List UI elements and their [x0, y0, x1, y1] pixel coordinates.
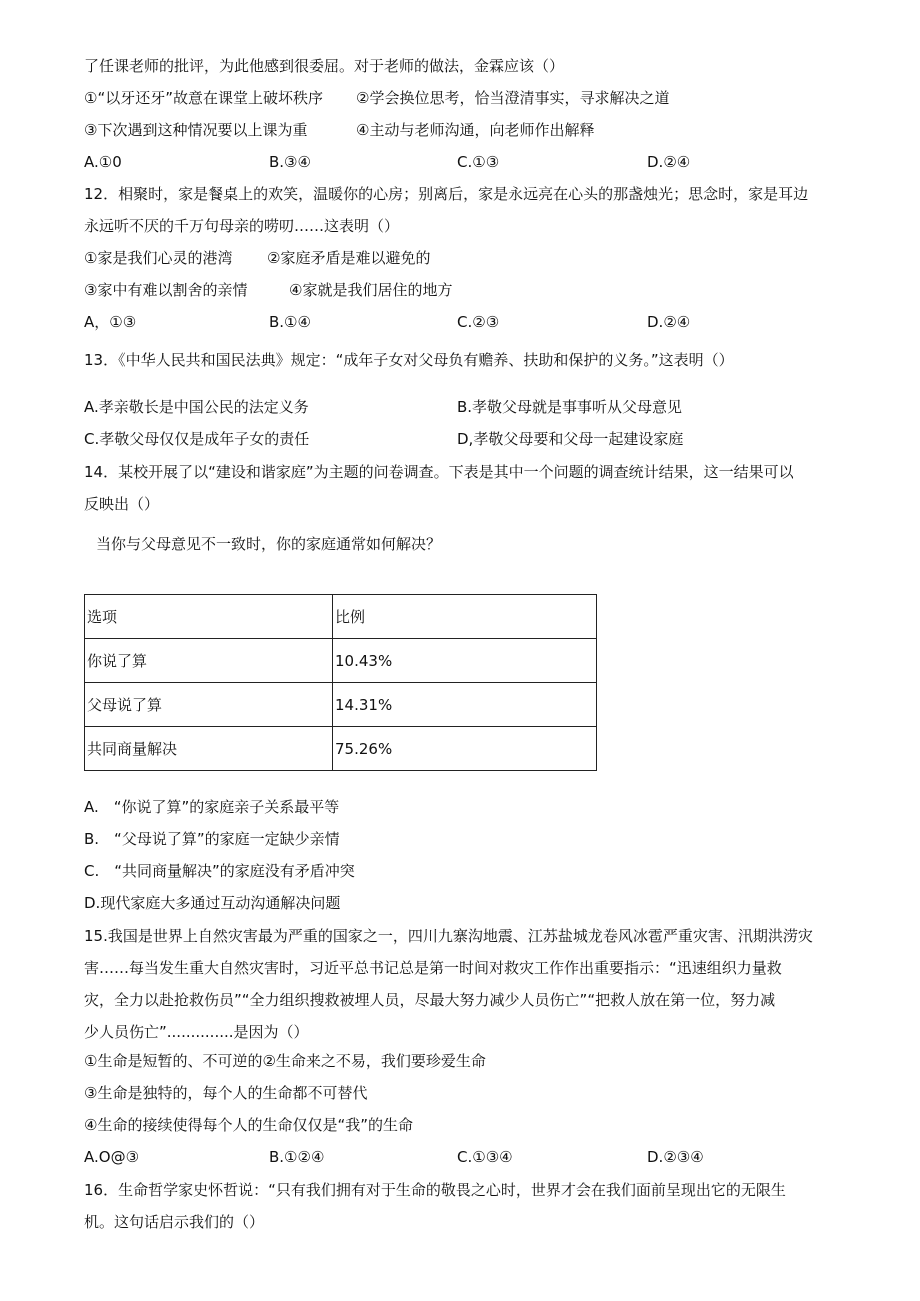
q11-statement-2: ②学会换位思考，恰当澄清事实，寻求解决之道 — [356, 89, 670, 107]
q15-statement-1-2: ①生命是短暂的、不可逆的②生命来之不易，我们要珍爱生命 — [84, 1052, 486, 1070]
table-cell: 10.43% — [333, 639, 597, 683]
q15-stem-line-3: 灾，全力以赴抢救伤员”“全力组织搜救被埋人员，尽最大努力减少人员伤亡”“把救人放在第一位，努力减 — [84, 991, 776, 1009]
q15-stem-line-1: 15.我国是世界上自然灾害最为严重的国家之一，四川九寨沟地震、江苏盐城龙卷风冰雹严重灾害、汛期洪涝灾 — [84, 927, 813, 945]
q12-stem-line-1: 12．相聚时，家是餐桌上的欢笑，温暖你的心房；别离后，家是永远亮在心头的那盏烛光；思念时，家是耳边 — [84, 185, 809, 203]
q12-statement-2: ②家庭矛盾是难以避免的 — [267, 249, 431, 267]
q12-option-c[interactable]: C.②③ — [457, 313, 500, 331]
q15-stem-line-4: 少人员伤亡”..............是因为（） — [84, 1023, 309, 1041]
table-row — [85, 683, 597, 727]
q14-option-b[interactable]: B. “父母说了算”的家庭一定缺少亲情 — [84, 830, 340, 848]
q13-option-b[interactable]: B.孝敬父母就是事事听从父母意见 — [457, 398, 683, 416]
table-cell: 75.26% — [333, 727, 597, 771]
q13-option-d[interactable]: D,孝敬父母要和父母一起建设家庭 — [457, 430, 684, 448]
q12-statement-3: ③家中有难以割舍的亲情 — [84, 281, 248, 299]
table-header-row — [85, 595, 597, 639]
q15-option-b[interactable]: B.①②④ — [269, 1148, 325, 1166]
q15-statement-4: ④生命的接续使得每个人的生命仅仅是“我”的生命 — [84, 1116, 413, 1134]
q14-option-c[interactable]: C. “共同商量解决”的家庭没有矛盾冲突 — [84, 862, 355, 880]
q11-option-d[interactable]: D.②④ — [647, 153, 691, 171]
q12-statement-1: ①家是我们心灵的港湾 — [84, 249, 233, 267]
q12-option-b[interactable]: B.①④ — [269, 313, 311, 331]
q14-option-a[interactable]: A. “你说了算”的家庭亲子关系最平等 — [84, 798, 340, 816]
table-cell: 14.31% — [333, 683, 597, 727]
q14-option-d[interactable]: D.现代家庭大多通过互动沟通解决问题 — [84, 894, 341, 912]
q11-statement-4: ④主动与老师沟通，向老师作出解释 — [356, 121, 595, 139]
q15-option-c[interactable]: C.①③④ — [457, 1148, 513, 1166]
q15-stem-line-2: 害……每当发生重大自然灾害时，习近平总书记总是第一时间对救灾工作作出重要指示：“迅速组织力量救 — [84, 959, 782, 977]
table-row — [85, 639, 597, 683]
q16-stem-line-2: 机。这句话启示我们的（） — [84, 1213, 265, 1231]
survey-table — [84, 594, 597, 771]
table-row — [85, 727, 597, 771]
table-header-cell: 选项 — [85, 595, 333, 639]
table-cell: 共同商量解决 — [85, 727, 333, 771]
q13-option-c[interactable]: C.孝敬父母仅仅是成年子女的责任 — [84, 430, 310, 448]
q11-stem: 了任课老师的批评，为此他感到很委屈。对于老师的做法，金霖应该（） — [84, 57, 565, 75]
q13-option-a[interactable]: A.孝亲敬长是中国公民的法定义务 — [84, 398, 309, 416]
q12-option-a[interactable]: A，①③ — [84, 313, 137, 331]
table-cell: 你说了算 — [85, 639, 333, 683]
q12-option-d[interactable]: D.②④ — [647, 313, 691, 331]
q14-survey-question: 当你与父母意见不一致时，你的家庭通常如何解决？ — [96, 535, 442, 553]
q12-statement-4: ④家就是我们居住的地方 — [289, 281, 453, 299]
q16-stem-line-1: 16．生命哲学家史怀哲说：“只有我们拥有对于生命的敬畏之心时，世界才会在我们面前呈现出它的无限生 — [84, 1181, 786, 1199]
q12-stem-line-2: 永远听不厌的千万句母亲的唠叨……这表明（） — [84, 217, 400, 235]
q15-statement-3: ③生命是独特的，每个人的生命都不可替代 — [84, 1084, 368, 1102]
q11-option-b[interactable]: B.③④ — [269, 153, 311, 171]
q13-stem: 13．《中华人民共和国民法典》规定：“成年子女对父母负有赡养、扶助和保护的义务。”这表明（） — [84, 351, 734, 369]
q11-statement-1: ①“以牙还牙”故意在课堂上破坏秩序 — [84, 89, 323, 107]
q14-stem-line-2: 反映出（） — [84, 495, 160, 513]
table-cell: 父母说了算 — [85, 683, 333, 727]
q11-option-a[interactable]: A.①0 — [84, 153, 122, 171]
q15-option-a[interactable]: A.O@③ — [84, 1148, 140, 1166]
table-header-cell: 比例 — [333, 595, 597, 639]
q14-stem-line-1: 14．某校开展了以“建设和谐家庭”为主题的问卷调查。下表是其中一个问题的调查统计结果，这一结果可以 — [84, 463, 794, 481]
q15-option-d[interactable]: D.②③④ — [647, 1148, 704, 1166]
q11-statement-3: ③下次遇到这种情况要以上课为重 — [84, 121, 308, 139]
q11-option-c[interactable]: C.①③ — [457, 153, 500, 171]
